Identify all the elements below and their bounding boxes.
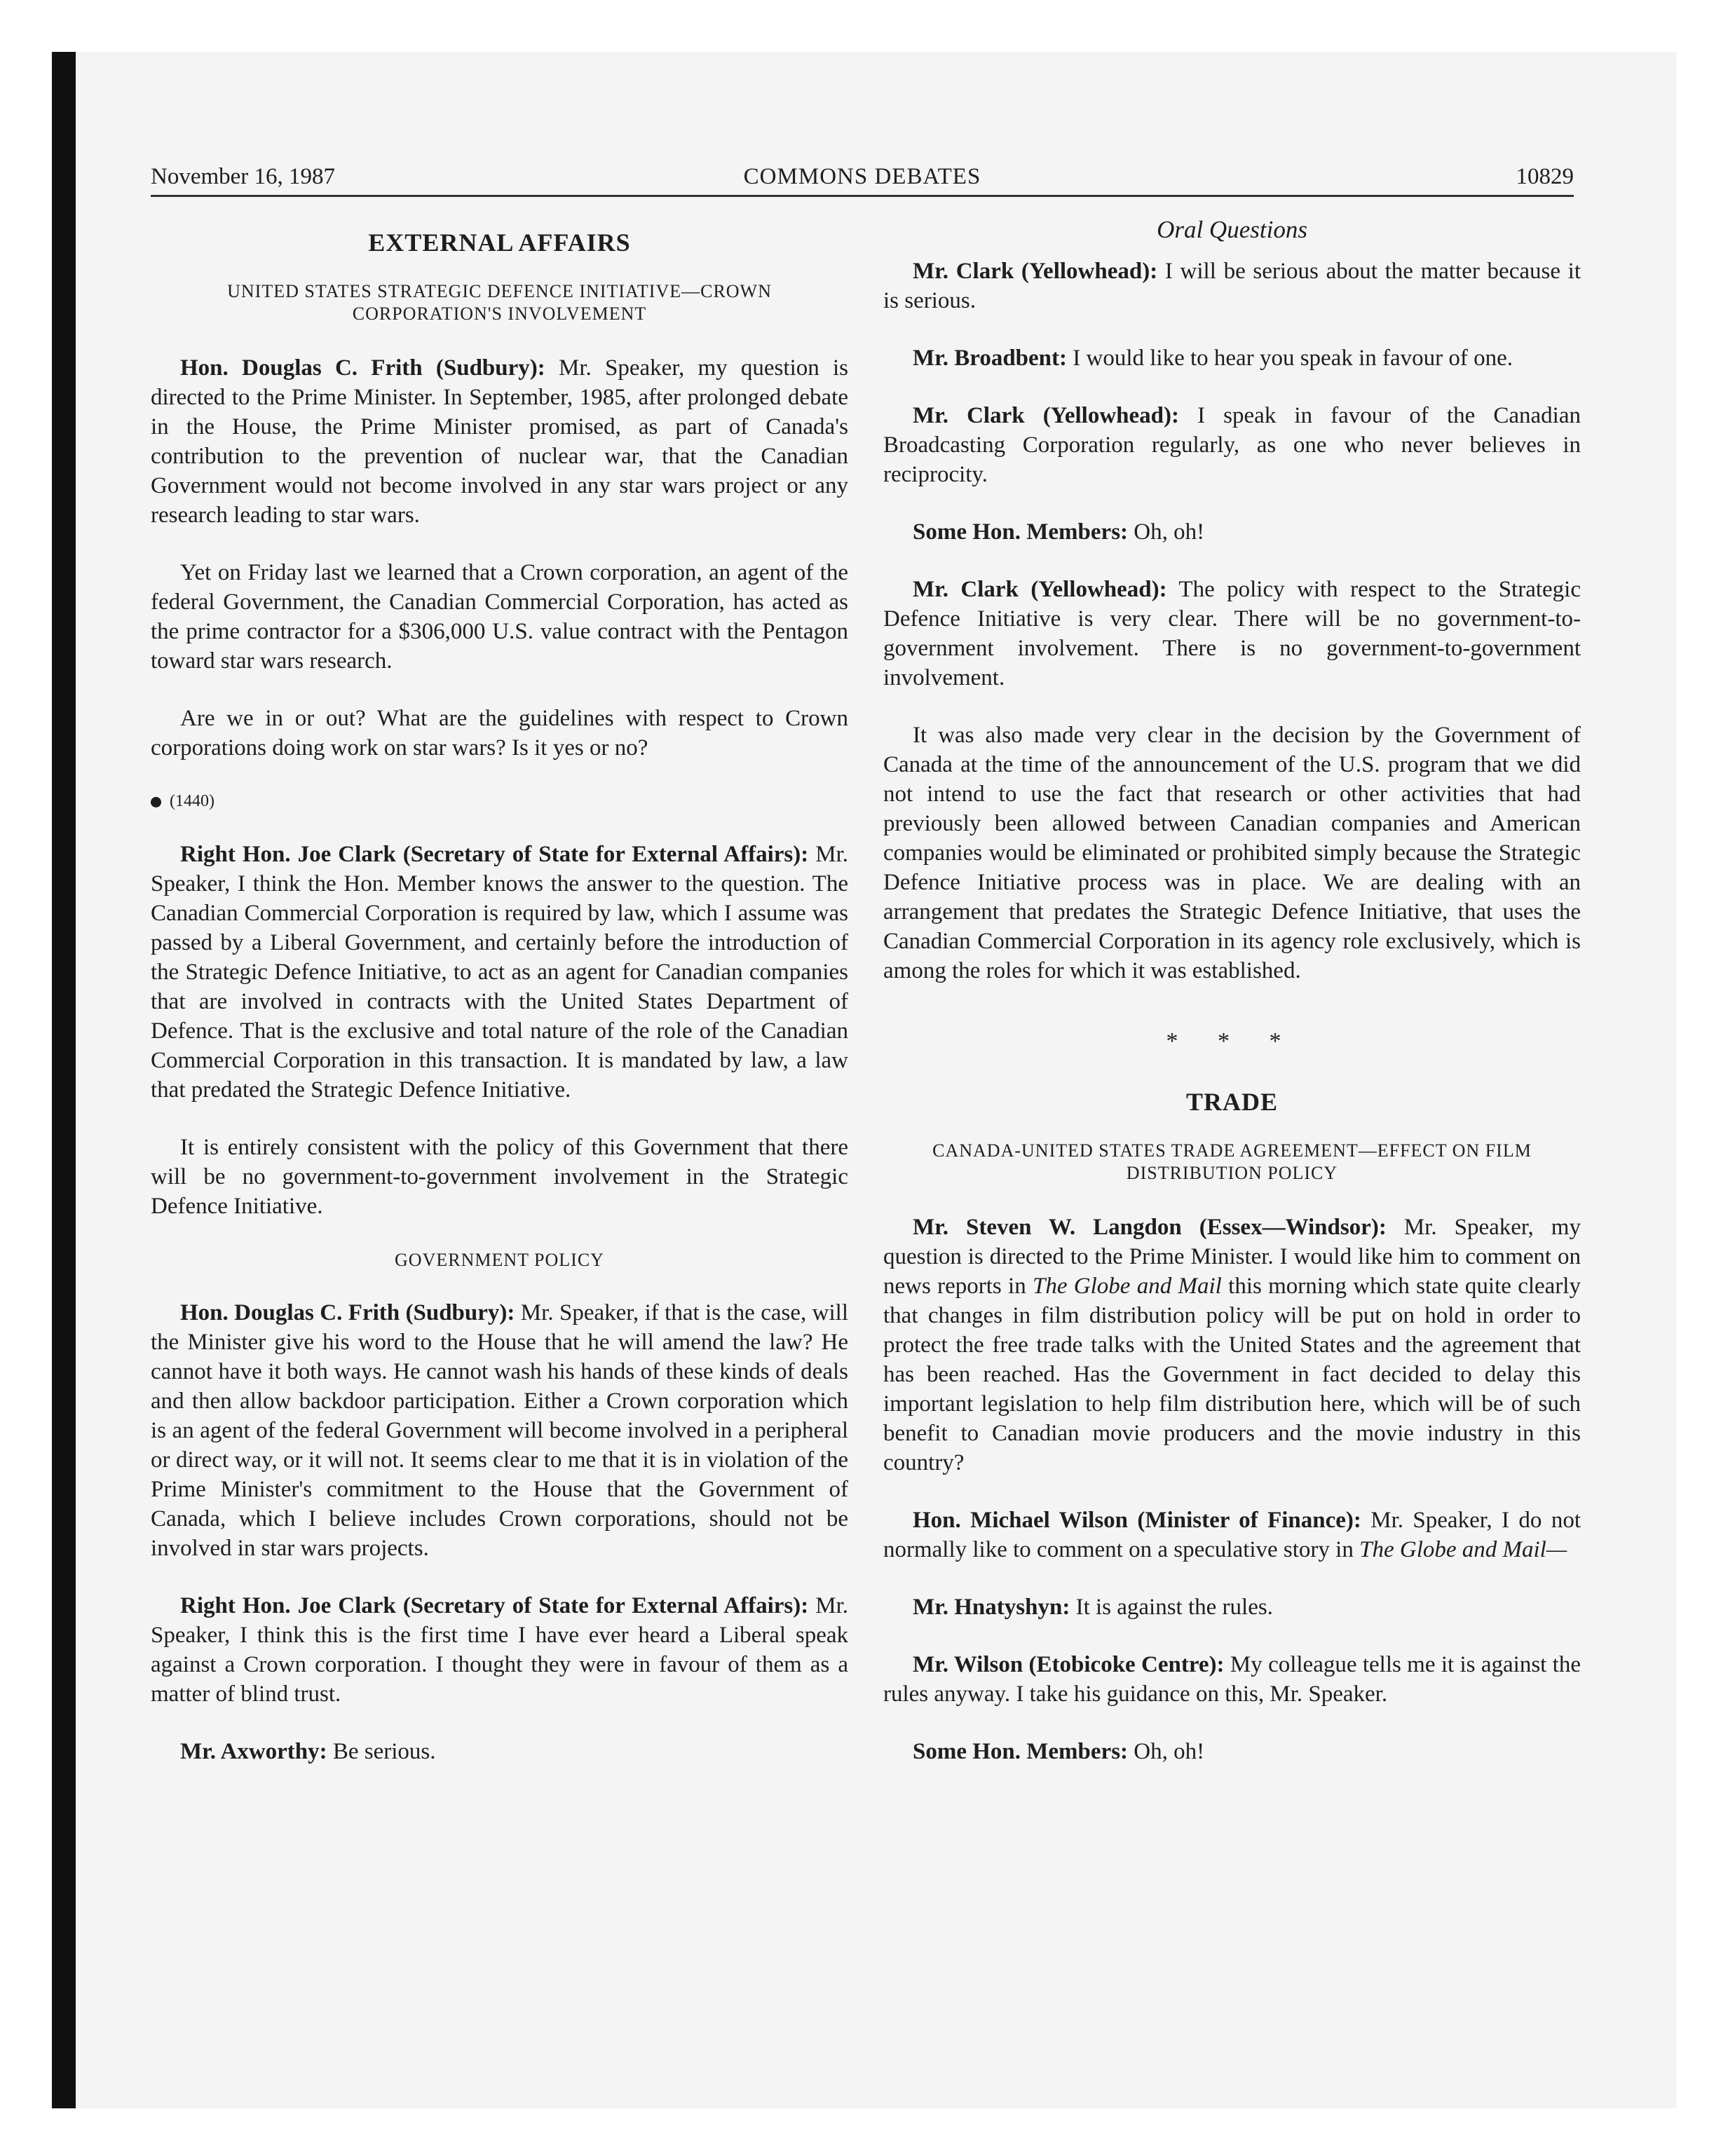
scan-edge-bar xyxy=(52,52,76,2108)
time-mark xyxy=(151,791,848,812)
subhead-trade-agreement-film: CANADA-UNITED STATES TRADE AGREEMENT—EFFECT ON FILM DISTRIBUTION POLICY xyxy=(932,1140,1532,1183)
speech-text: Mr. Speaker, I do not normally like to comment on a speculative story in xyxy=(883,1508,1581,1562)
speaker-name: Mr. Steven W. Langdon (Essex—Windsor): xyxy=(913,1215,1387,1240)
speech-text: Mr. Speaker, my question is directed to the Prime Minister. In September, 1985, after prolonged debate in the House, the Prime Minister promised, as part of Canada's contribution to the prevention of nuclear war, that the Canadian Government would not become involved in any star wars project or any research leading to star wars. xyxy=(151,355,849,528)
paragraph xyxy=(883,1650,1581,1709)
speech-text: It is against the rules. xyxy=(1070,1595,1273,1620)
right-column xyxy=(883,217,1581,1794)
paragraph xyxy=(883,1506,1581,1564)
document-page xyxy=(151,158,1581,2093)
speaker-name: Right Hon. Joe Clark (Secretary of State for External Affairs): xyxy=(180,842,809,867)
speech-text: Oh, oh! xyxy=(1128,519,1205,545)
paragraph: It is entirely consistent with the policy of this Government that there will be no government-to-government involvement in the Strategic Defence Initiative. xyxy=(151,1135,848,1219)
speech-text: The policy with respect to the Strategic Defence Initiative is very clear. There will be no government-to-government involvement. There is no government-to-government involvement. xyxy=(883,577,1581,690)
bullet-dot xyxy=(151,797,161,807)
speaker-name: Mr. Axworthy: xyxy=(180,1739,327,1764)
speech-text: Mr. Speaker, I think this is the first time I have ever heard a Liberal speak against a Crown corporation. I thought they were in favour of them as a matter of blind trust. xyxy=(151,1593,848,1707)
paragraph xyxy=(883,401,1581,489)
speaker-name: Hon. Michael Wilson (Minister of Finance): xyxy=(913,1508,1361,1533)
paragraph xyxy=(883,1213,1581,1478)
speaker-name: Some Hon. Members: xyxy=(913,1739,1129,1764)
paragraph: Are we in or out? What are the guidelines with respect to Crown corporations doing work on star wars? Is it yes or no? xyxy=(151,706,848,760)
paragraph xyxy=(151,1737,848,1766)
subhead-sdi-crown-corporation: UNITED STATES STRATEGIC DEFENCE INITIATIVE—CROWN CORPORATION'S INVOLVEMENT xyxy=(227,281,772,324)
speech-text: I would like to hear you speak in favour of one. xyxy=(1067,346,1513,371)
header-page-number: 10829 xyxy=(1516,164,1574,189)
speaker-name: Some Hon. Members: xyxy=(913,519,1129,545)
speaker-name: Mr. Broadbent: xyxy=(913,346,1068,371)
speaker-name: Mr. Clark (Yellowhead): xyxy=(913,577,1167,602)
paragraph xyxy=(883,575,1581,692)
speech-text: Mr. Speaker, if that is the case, will the Minister give his word to the House that he will amend the law? He cannot have it both ways. He cannot wash his hands of these kinds of deals and then allow backdoor participation. Either a Crown corporation which is an agent of the federal Government will become involved in a peripheral or direct way, or it will not. It seems clear to me that it is in violation of the Prime Minister's commitment to the House that the Government of Canada, which I believe includes Crown corporations, should not be involved in star wars projects. xyxy=(151,1300,848,1561)
paragraph xyxy=(883,517,1581,547)
newspaper-title: The Globe and Mail xyxy=(1033,1274,1222,1299)
paragraph xyxy=(151,353,848,530)
header-title: COMMONS DEBATES xyxy=(743,164,981,189)
speech-text: Be serious. xyxy=(327,1739,436,1764)
paragraph xyxy=(151,1591,848,1709)
paragraph xyxy=(883,343,1581,373)
paragraph xyxy=(883,257,1581,315)
section-title-external-affairs: EXTERNAL AFFAIRS xyxy=(368,228,631,257)
paragraph xyxy=(151,1298,848,1563)
running-header xyxy=(151,158,1574,197)
speech-text: I will be serious about the matter because it is serious. xyxy=(883,259,1581,313)
speaker-name: Hon. Douglas C. Frith (Sudbury): xyxy=(180,355,545,381)
paragraph: Yet on Friday last we learned that a Crown corporation, an agent of the federal Government, the Canadian Commercial Corporation, has acted as the prime contractor for a $306,000 U.S. value contract with the Pentagon toward star wars research. xyxy=(151,560,848,674)
paragraph xyxy=(151,840,848,1105)
header-date: November 16, 1987 xyxy=(151,164,336,189)
speaker-name: Mr. Wilson (Etobicoke Centre): xyxy=(913,1652,1225,1677)
newspaper-title: The Globe and Mail— xyxy=(1359,1537,1567,1562)
section-title-trade: TRADE xyxy=(1185,1088,1279,1116)
section-separator-stars: * * * xyxy=(1166,1028,1298,1054)
speech-text: Mr. Speaker, my question is directed to the Prime Minister. I would like him to comment on news reports in xyxy=(883,1215,1581,1299)
subhead-government-policy: GOVERNMENT POLICY xyxy=(395,1250,604,1270)
speaker-name: Mr. Clark (Yellowhead): xyxy=(913,403,1180,428)
left-column xyxy=(151,217,848,1794)
paragraph xyxy=(883,1737,1581,1766)
speaker-name: Right Hon. Joe Clark (Secretary of State for External Affairs): xyxy=(180,1593,809,1618)
speech-text: Oh, oh! xyxy=(1128,1739,1205,1764)
speech-text: I speak in favour of the Canadian Broadcasting Corporation regularly, as one who never believes in reciprocity. xyxy=(883,403,1581,487)
speech-text: My colleague tells me it is against the rules anyway. I take his guidance on this, Mr. Speaker. xyxy=(883,1652,1581,1707)
speaker-name: Mr. Clark (Yellowhead): xyxy=(913,259,1158,284)
speaker-name: Hon. Douglas C. Frith (Sudbury): xyxy=(180,1300,515,1325)
time-mark-text: (1440) xyxy=(170,792,215,810)
paragraph: It was also made very clear in the decision by the Government of Canada at the time of the announcement of the U.S. program that we did not intend to use the fact that research or other activities that had previously been allowed between Canadian companies and American companies would be eliminated or prohibited simply because the Strategic Defence Initiative process was in place. We are dealing with an arrangement that predates the Strategic Defence Initiative, that uses the Canadian Commercial Corporation in its agency role exclusively, which is among the roles for which it was established. xyxy=(883,723,1581,983)
paragraph xyxy=(883,1592,1581,1622)
speech-text: this morning which state quite clearly that changes in film distribution policy will be put on hold in order to protect the free trade talks with the United States and the agreement that has been reached. Has the Government in fact decided to delay this important legislation to help film distribution here, which will be of such benefit to Canadian movie producers and the movie industry in this country? xyxy=(883,1274,1581,1475)
speech-text: Mr. Speaker, I think the Hon. Member knows the answer to the question. The Canadian Commercial Corporation is required by law, which I assume was passed by a Liberal Government, and certainly before the introduction of the Strategic Defence Initiative, to act as an agent for Canadian companies that are involved in contracts with the United States Department of Defence. That is the exclusive and total nature of the role of the Canadian Commercial Corporation in this transaction. It is mandated by law, a law that predated the Strategic Defence Initiative. xyxy=(151,842,848,1103)
speaker-name: Mr. Hnatyshyn: xyxy=(913,1595,1070,1620)
running-section-title: Oral Questions xyxy=(1157,216,1307,243)
